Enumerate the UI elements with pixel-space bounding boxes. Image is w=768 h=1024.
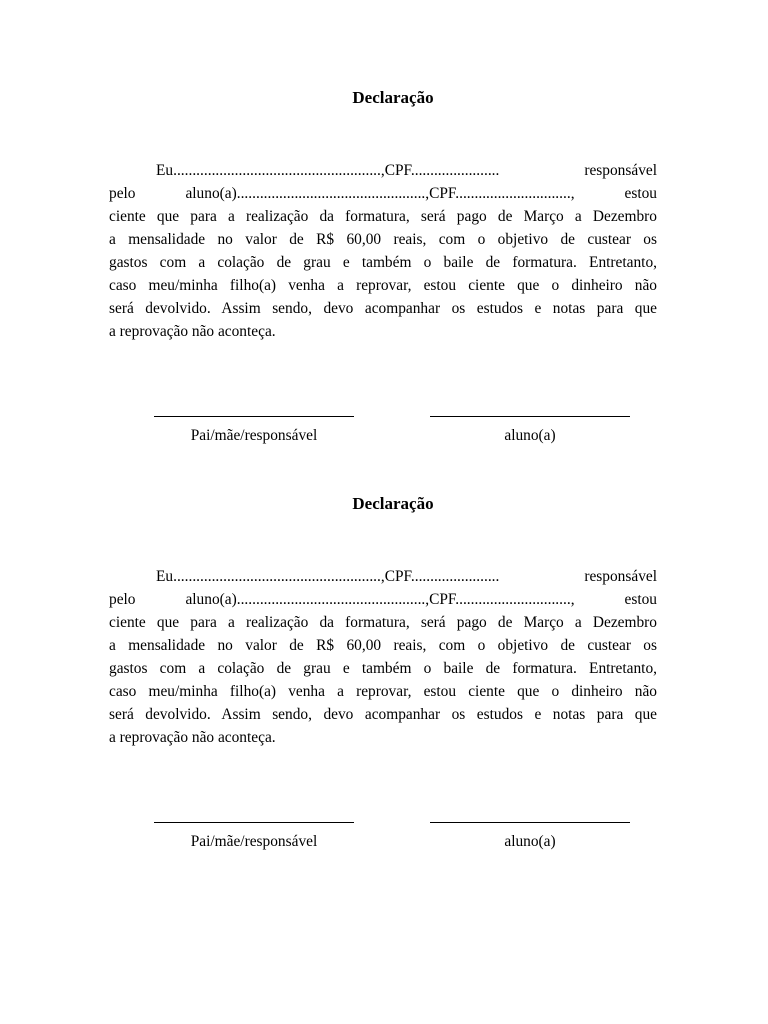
student-signature <box>430 398 630 447</box>
parent-signature <box>154 804 354 853</box>
signature-area <box>109 804 657 864</box>
body-line: a reprovação não aconteça. <box>109 729 276 746</box>
body-line: Eu......................................................,CPF....................... responsável <box>156 568 657 585</box>
student-signature-label: aluno(a) <box>504 833 556 850</box>
declaration-body <box>109 159 657 343</box>
parent-signature-line <box>154 804 354 823</box>
parent-signature-label: Pai/mãe/responsável <box>190 427 318 444</box>
parent-signature-label: Pai/mãe/responsável <box>190 833 318 850</box>
body-line: Eu......................................................,CPF....................... responsável <box>156 162 657 179</box>
body-line: gastos com a colação de grau e também o baile de formatura. Entretanto, <box>109 254 657 271</box>
parent-signature-line <box>154 398 354 417</box>
body-line: será devolvido. Assim sendo, devo acompanhar os estudos e notas para que <box>109 706 657 723</box>
body-line: será devolvido. Assim sendo, devo acompanhar os estudos e notas para que <box>109 300 657 317</box>
signature-area <box>109 398 657 458</box>
body-line: gastos com a colação de grau e também o baile de formatura. Entretanto, <box>109 660 657 677</box>
body-line: ciente que para a realização da formatura, será pago de Março a Dezembro <box>109 208 657 225</box>
body-line: pelo aluno(a).................................................,CPF.............................., estou <box>109 185 657 202</box>
body-line: caso meu/minha filho(a) venha a reprovar, estou ciente que o dinheiro não <box>109 683 657 700</box>
student-signature-line <box>430 804 630 823</box>
body-line: a reprovação não aconteça. <box>109 323 276 340</box>
student-signature-label: aluno(a) <box>504 427 556 444</box>
declaration-block <box>109 492 657 864</box>
declaration-title: Declaração <box>352 88 434 107</box>
body-line: caso meu/minha filho(a) venha a reprovar, estou ciente que o dinheiro não <box>109 277 657 294</box>
student-signature <box>430 804 630 853</box>
parent-signature <box>154 398 354 447</box>
body-line: pelo aluno(a).................................................,CPF.............................., estou <box>109 591 657 608</box>
body-line: a mensalidade no valor de R$ 60,00 reais, com o objetivo de custear os <box>109 637 657 654</box>
body-line: a mensalidade no valor de R$ 60,00 reais, com o objetivo de custear os <box>109 231 657 248</box>
declaration-block <box>109 86 657 458</box>
body-line: ciente que para a realização da formatura, será pago de Março a Dezembro <box>109 614 657 631</box>
student-signature-line <box>430 398 630 417</box>
declaration-body <box>109 565 657 749</box>
declaration-title: Declaração <box>352 494 434 513</box>
